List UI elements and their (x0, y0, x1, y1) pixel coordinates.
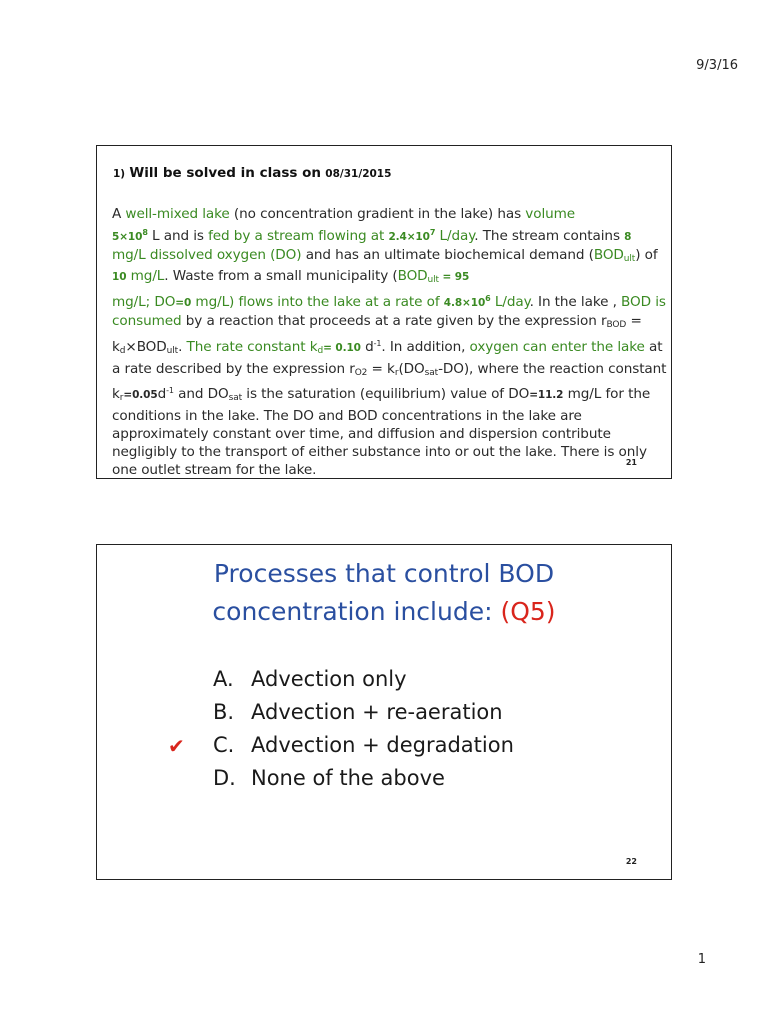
page-number: 1 (697, 952, 706, 967)
question-number: 1) (113, 168, 126, 180)
question-tag: (Q5) (500, 597, 556, 626)
slide-21 (96, 145, 672, 479)
title-line-2: concentration include: (Q5) (212, 597, 556, 626)
checkmark-icon: ✔ (168, 734, 185, 758)
option-d: D. None of the above (213, 766, 445, 790)
slide-number: 21 (625, 458, 637, 467)
answer-options (168, 663, 514, 795)
option-a: A. Advection only (213, 667, 407, 691)
slide-number: 22 (625, 857, 637, 866)
slide-title (97, 555, 671, 631)
heading-text: Will be solved in class on (129, 165, 321, 181)
page-date: 9/3/16 (696, 58, 738, 73)
problem-statement: A well-mixed lake (no concentration gradient in the lake) has volume $5\times 10^8$ L and is fed by a stream flowing at $2.4\times 10^7$ L/day. The stream contains 8 mg/L dissolved oxygen (DO) and has an ultimate biochemical demand (BODult) of 10 mg/L. Waste from a small municipality (BODult = 95 mg/L; DO=0 mg/L) flows into the lake at a rate of $4.8\times 10^6$ L/day. In the lake , BOD is consumed by a reaction that proceeds at a rate given by the expression rBOD = kd×BODult. The rate constant kd= 0.10 $d^{-1}$. In addition, oxygen can enter the lake at a rate described by the expression rO2 = kr(DOsat-DO), where the reaction constant $kr=0.05d^{-1}$ and DOsat is the saturation (equilibrium) value of DO=11.2 mg/L for the conditions in the lake. The DO and BOD concentrations in the lake are approximately constant over time, and diffusion and dispersion contribute negligibly to the transport of either substance into or out the lake. There is only one outlet stream for the lake. (112, 206, 667, 478)
slide-heading (113, 165, 391, 181)
option-c: ✔ C. Advection + degradation (213, 729, 514, 762)
option-b: B. Advection + re-aeration (213, 700, 503, 724)
slide-22 (96, 544, 672, 880)
title-line-1: Processes that control BOD (213, 559, 555, 588)
heading-date: 08/31/2015 (325, 168, 392, 180)
